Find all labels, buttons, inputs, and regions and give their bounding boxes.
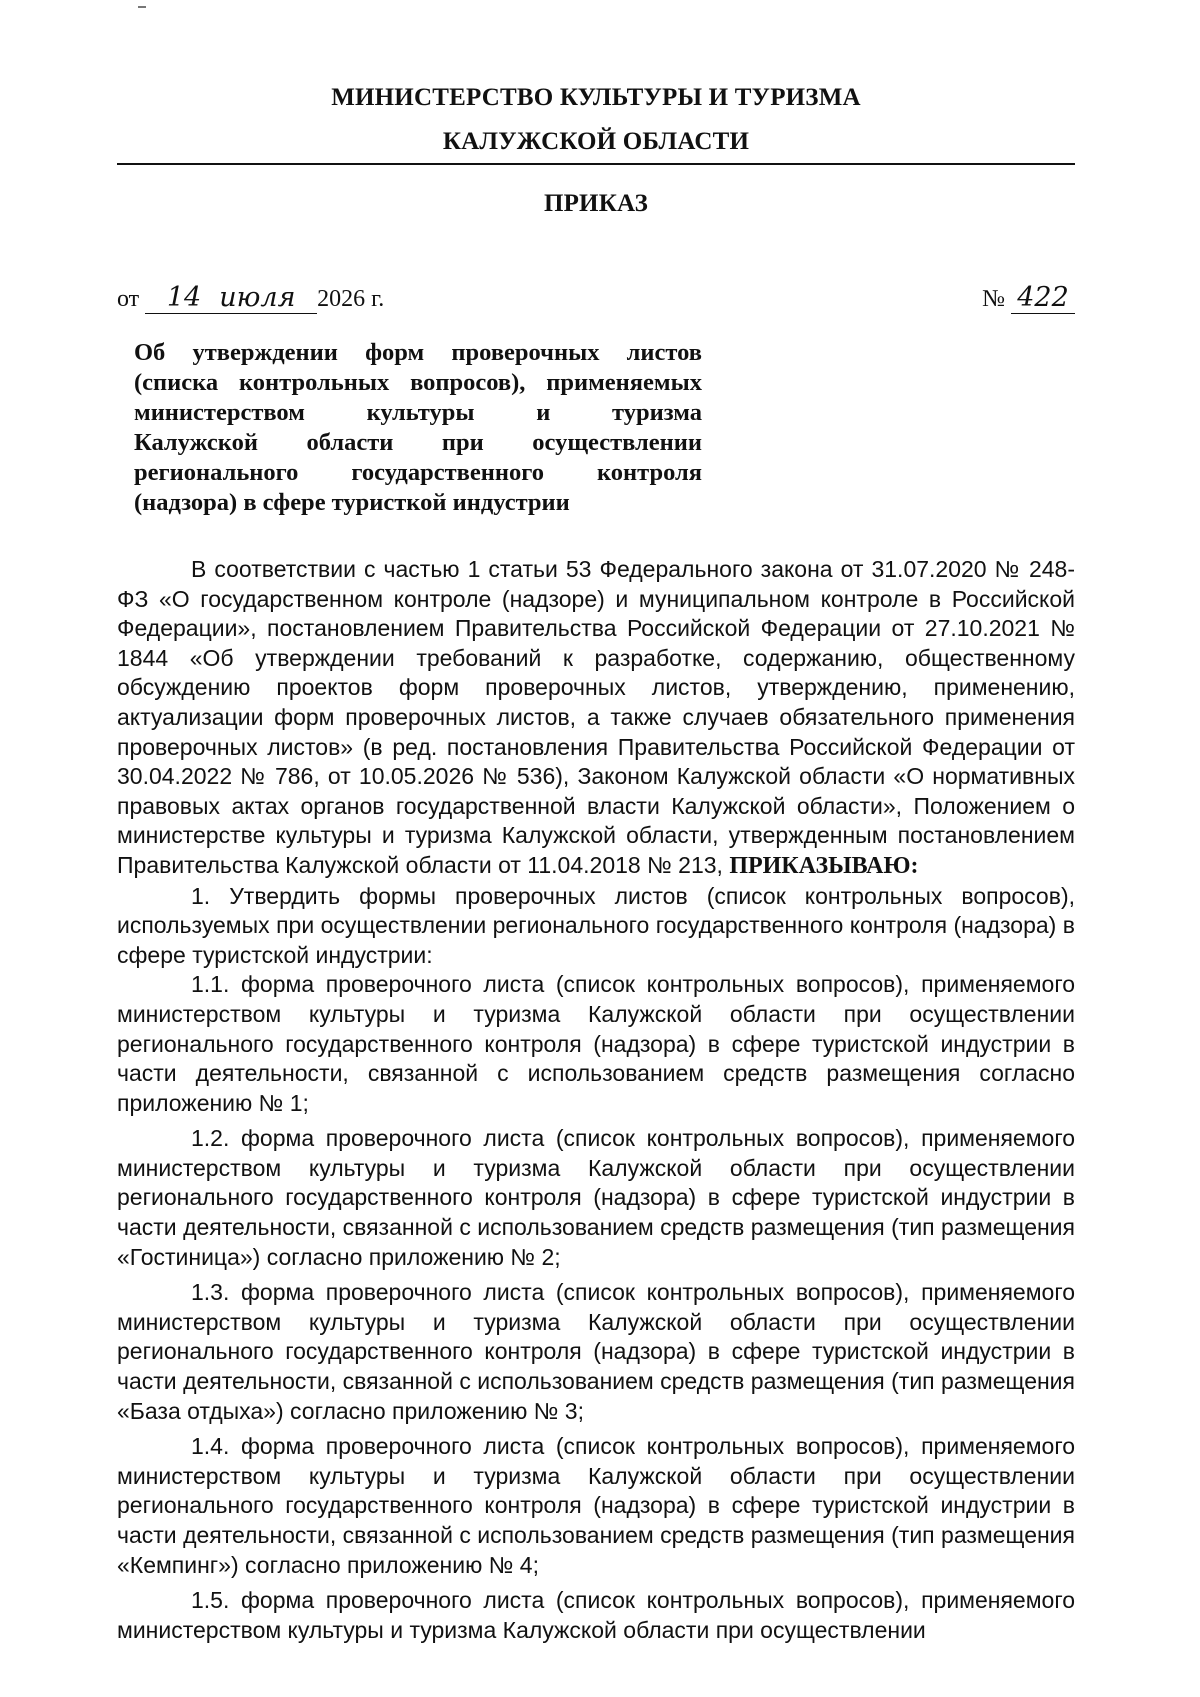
item-1-1: 1.1. форма проверочного листа (список контрольных вопросов), применяемого министерством культуры и туризма Калужской области при осуществлении регионального государственного контроля (надзора) в сфере туристской индустрии в части деятельности, связанной с использованием средств размещения согласно приложению № 1; bbox=[117, 971, 1075, 1116]
title-line: Об утверждении форм проверочных листов bbox=[134, 339, 702, 366]
ministry-name-line2: КАЛУЖСКОЙ ОБЛАСТИ bbox=[442, 128, 750, 155]
date-handwritten-field bbox=[145, 284, 317, 314]
order-body bbox=[117, 555, 1075, 1645]
date-year: 2026 г. bbox=[317, 286, 385, 312]
scan-mark bbox=[138, 6, 146, 8]
item-1-4: 1.4. форма проверочного листа (список контрольных вопросов), применяемого министерством культуры и туризма Калужской области при осуществлении регионального государственного контроля (надзора) в сфере туристской индустрии в части деятельности, связанной с использованием средств размещения (тип размещения «Кемпинг») согласно приложению № 4; bbox=[117, 1433, 1075, 1578]
title-line: регионального государственного контроля bbox=[134, 459, 702, 486]
document-type: ПРИКАЗ bbox=[543, 190, 649, 217]
number-value: 422 bbox=[1017, 282, 1069, 313]
date-month: июля bbox=[219, 282, 296, 313]
number-handwritten-field bbox=[1011, 284, 1075, 314]
item-1-2: 1.2. форма проверочного листа (список контрольных вопросов), применяемого министерством культуры и туризма Калужской области при осуществлении регионального государственного контроля (надзора) в сфере туристской индустрии в части деятельности, связанной с использованием средств размещения (тип размещения «Гостиница») согласно приложению № 2; bbox=[117, 1125, 1075, 1270]
title-line: Калужской области при осуществлении bbox=[134, 429, 702, 456]
ministry-name-line1: МИНИСТЕРСТВО КУЛЬТУРЫ И ТУРИЗМА bbox=[331, 84, 861, 111]
item-1: 1. Утвердить формы проверочных листов (список контрольных вопросов), используемых при осуществлении регионального государственного контроля (надзора) в сфере туристской индустрии: bbox=[117, 882, 1075, 968]
item-1-3: 1.3. форма проверочного листа (список контрольных вопросов), применяемого министерством культуры и туризма Калужской области при осуществлении регионального государственного контроля (надзора) в сфере туристской индустрии в части деятельности, связанной с использованием средств размещения (тип размещения «База отдыха») согласно приложению № 3; bbox=[117, 1279, 1075, 1424]
document-date bbox=[117, 284, 384, 314]
date-prefix: от bbox=[117, 286, 140, 312]
header-divider bbox=[117, 163, 1075, 165]
date-day: 14 bbox=[166, 282, 202, 313]
title-line: (надзора) в сфере туристкой индустрии bbox=[134, 489, 570, 516]
number-label: № bbox=[982, 286, 1005, 312]
date-number-line bbox=[117, 270, 1075, 316]
item-1-5: 1.5. форма проверочного листа (список контрольных вопросов), применяемого министерством культуры и туризма Калужской области при осуществлении bbox=[117, 1587, 1075, 1643]
title-line: министерством культуры и туризма bbox=[134, 399, 702, 426]
order-title bbox=[134, 338, 702, 518]
document-number bbox=[982, 284, 1075, 314]
title-line: (списка контрольных вопросов), применяемых bbox=[134, 369, 702, 396]
preamble-text: В соответствии с частью 1 статьи 53 Федерального закона от 31.07.2020 № 248-ФЗ «О государственном контроле (надзоре) и муниципальном контроле в Российской Федерации», постановлением Правительства Российской Федерации от 27.10.2021 № 1844 «Об утверждении требований к разработке, содержанию, общественному обсуждению проектов форм проверочных листов, утверждению, применению, актуализации форм проверочных листов, а также случаев обязательного применения проверочных листов» (в ред. постановления Правительства Российской Федерации от 30.04.2022 № 786, от 10.05.2026 № 536), Законом Калужской области «О нормативных правовых актах органов государственной власти Калужской области», Положением о министерстве культуры и туризма Калужской области, утвержденным постановлением Правительства Калужской области от 11.04.2018 № 213, bbox=[117, 556, 1075, 878]
order-keyword: ПРИКАЗЫВАЮ: bbox=[729, 852, 919, 879]
preamble-paragraph bbox=[117, 555, 1075, 882]
